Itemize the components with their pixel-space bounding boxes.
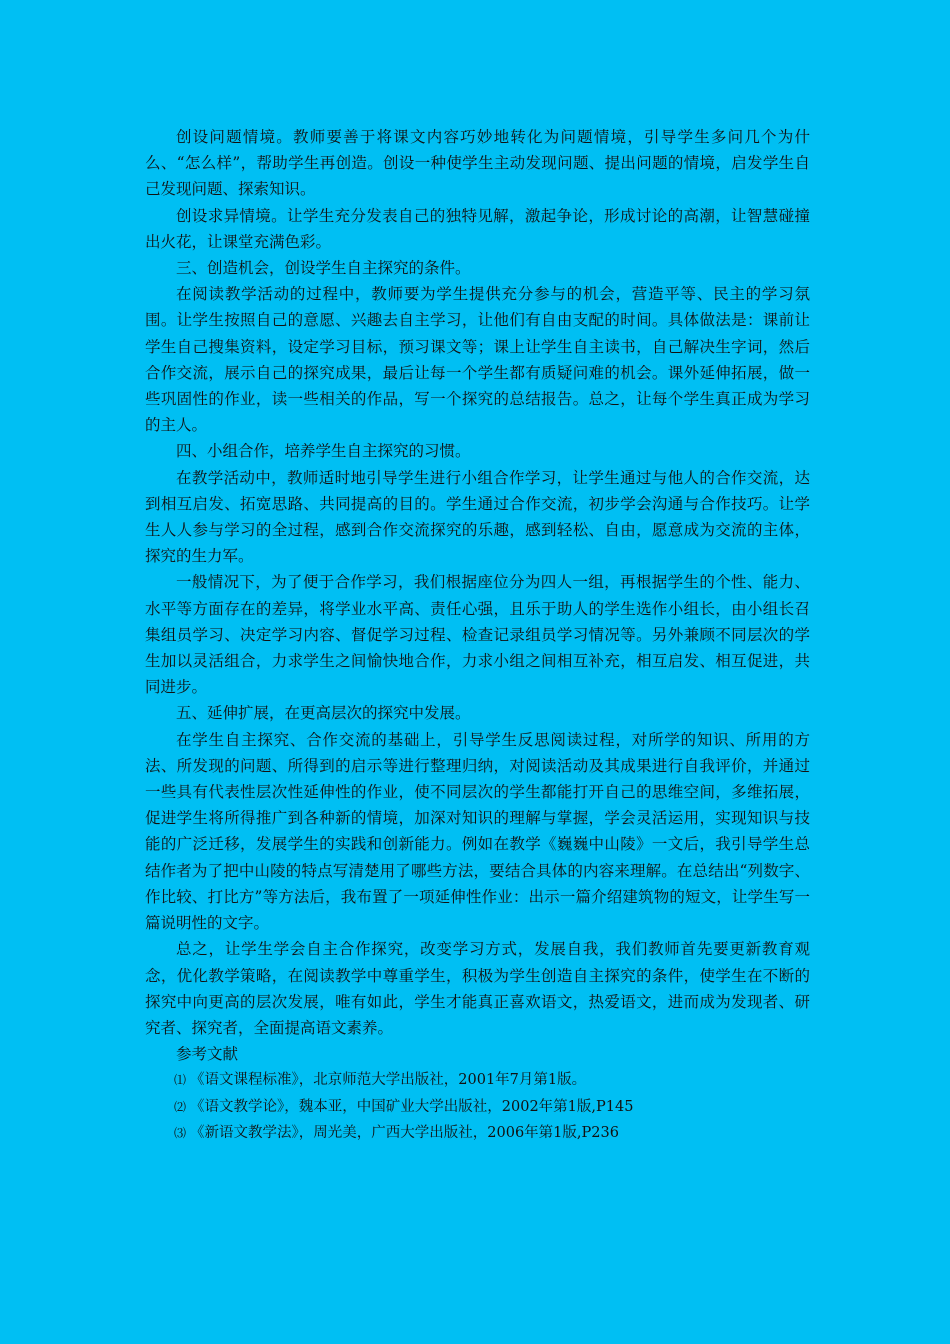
paragraph-section-4a: 在教学活动中，教师适时地引导学生进行小组合作学习，让学生通过与他人的合作交流，达到相互启发、拓宽思路、共同提高的目的。学生通过合作交流，初步学会沟通与合作技巧。让学生人人参与学习的全过程，感到合作交流探究的乐趣，感到轻松、自由，愿意成为交流的主体，探究的生力军。 — [145, 468, 810, 566]
reference-number: ⑵ — [174, 1099, 187, 1114]
reference-text: 《新语文教学法》，周光美，广西大学出版社，2006年第1版,P236 — [190, 1124, 619, 1141]
paragraph-conclusion: 总之，让学生学会自主合作探究，改变学习方式，发展自我，我们教师首先要更新教育观念，优化教学策略，在阅读教学中尊重学生，积极为学生创造自主探究的条件，使学生在不断的探究中向更高的层次发展，唯有如此，学生才能真正喜欢语文，热爱语文，进而成为发现者、研究者、探究者，全面提高语文素养。 — [145, 940, 810, 1037]
paragraph-section-4b: 一般情况下，为了便于合作学习，我们根据座位分为四人一组，再根据学生的个性、能力、水平等方面存在的差异，将学业水平高、责任心强，且乐于助人的学生选作小组长，由小组长召集组员学习、决定学习内容、督促学习过程、检查记录组员学习情况等。另外兼顾不同层次的学生加以灵活组合，力求学生之间愉快地合作，力求小组之间相互补充，相互启发、相互促进，共同进步。 — [145, 573, 810, 697]
section-heading-4: 四、小组合作，培养学生自主探究的习惯。 — [176, 442, 471, 461]
reference-number: ⑴ — [174, 1073, 187, 1088]
reference-text: 《语文课程标准》，北京师范大学出版社，2001年7月第1版。 — [190, 1072, 587, 1089]
reference-text: 《语文教学论》，魏本亚，中国矿业大学出版社，2002年第1版,P145 — [190, 1098, 634, 1115]
paragraph-section-5: 在学生自主探究、合作交流的基础上，引导学生反思阅读过程，对所学的知识、所用的方法、所发现的问题、所得到的启示等进行整理归纳，对阅读活动及其成果进行自我评价，并通过一些具有代表性层次性延伸性的作业，使不同层次的学生都能打开自己的思维空间，多维拓展，促进学生将所得推广到各种新的情境，加深对知识的理解与掌握，学会灵活运用，实现知识与技能的广泛迁移，发展学生的实践和创新能力。例如在教学《巍巍中山陵》一文后，我引导学生总结作者为了把中山陵的特点写清楚用了哪些方法，要结合具体的内容来理解。在总结出“列数字、作比较、打比方”等方法后，我布置了一项延伸性作业：出示一篇介绍建筑物的短文，让学生写一篇说明性的文字。 — [145, 730, 810, 933]
paragraph-divergent-situation: 创设求异情境。让学生充分发表自己的独特见解，激起争论，形成讨论的高潮，让智慧碰撞出火花，让课堂充满色彩。 — [145, 206, 810, 251]
document-body — [145, 124, 810, 1146]
reference-item — [145, 1094, 810, 1120]
paragraph-problem-situation: 创设问题情境。教师要善于将课文内容巧妙地转化为问题情境，引导学生多问几个为什么、“怎么样”，帮助学生再创造。创设一种使学生主动发现问题、提出问题的情境，启发学生自己发现问题、探索知识。 — [145, 128, 810, 199]
reference-item — [145, 1120, 810, 1146]
section-heading-3: 三、创造机会，创设学生自主探究的条件。 — [176, 259, 471, 278]
paragraph-section-3: 在阅读教学活动的过程中，教师要为学生提供充分参与的机会，营造平等、民主的学习氛围。让学生按照自己的意愿、兴趣去自主学习，让他们有自由支配的时间。具体做法是：课前让学生自己搜集资料，设定学习目标，预习课文等；课上让学生自主读书，自己解决生字词，然后合作交流，展示自己的探究成果，最后让每一个学生都有质疑问难的机会。课外延伸拓展，做一些巩固性的作业，读一些相关的作品，写一个探究的总结报告。总之，让每个学生真正成为学习的主人。 — [145, 285, 810, 435]
section-heading-5: 五、延伸扩展，在更高层次的探究中发展。 — [176, 704, 471, 723]
reference-number: ⑶ — [174, 1125, 187, 1140]
reference-item — [145, 1067, 810, 1093]
references-title: 参考文献 — [176, 1045, 239, 1064]
